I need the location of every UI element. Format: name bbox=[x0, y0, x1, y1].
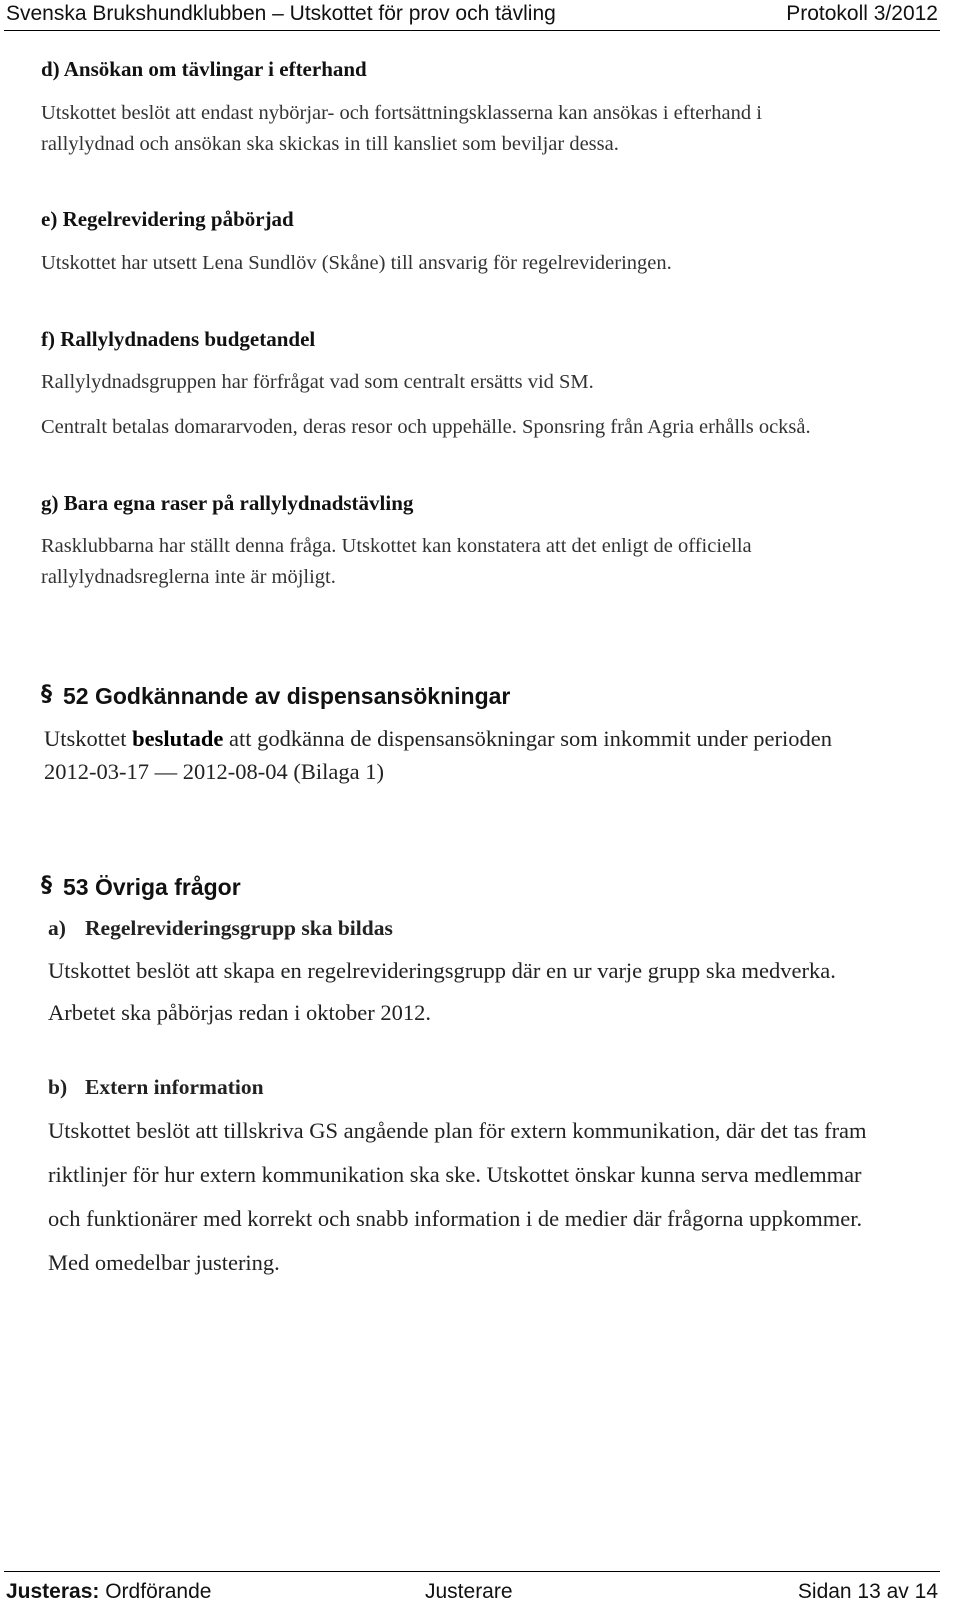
item-b-label: b) bbox=[48, 1075, 68, 1099]
item-d-heading: d) Ansökan om tävlingar i efterhand bbox=[41, 57, 367, 81]
item-d-line-2: rallylydnad och ansökan ska skickas in till kansliet som beviljar dessa. bbox=[41, 133, 619, 155]
footer-divider bbox=[4, 1571, 940, 1572]
item-f-line-2: Centralt betalas domararvoden, deras resor och uppehälle. Sponsring från Agria erhålls också. bbox=[41, 416, 811, 438]
item-b-line-3: och funktionärer med korrekt och snabb information i de medier där frågorna uppkommer. bbox=[48, 1206, 863, 1231]
item-g-line-1: Rasklubbarna har ställt denna fråga. Utskottet kan konstatera att det enligt de officiella bbox=[41, 535, 752, 557]
item-g-line-2: rallylydnadsreglerna inte är möjligt. bbox=[41, 566, 336, 588]
page-number: Sidan 13 av 14 bbox=[797, 1580, 938, 1603]
section-sign-52: § bbox=[41, 682, 52, 707]
item-d-line-1: Utskottet beslöt att endast nybörjar- och fortsättningsklasserna kan ansökas i efterhand i bbox=[41, 102, 762, 124]
document-header-title: Svenska Brukshundklubben – Utskottet för prov och tävling bbox=[6, 2, 556, 25]
item-f-line-1: Rallylydnadsgruppen har förfrågat vad som centralt ersätts vid SM. bbox=[41, 371, 594, 393]
section-52-title: 52 Godkännande av dispensansökningar bbox=[63, 683, 511, 709]
item-a-line-2: Arbetet ska påbörjas redan i oktober 2012. bbox=[48, 1000, 432, 1025]
item-a-line-1: Utskottet beslöt att skapa en regelrevideringsgrupp där en ur varje grupp ska medverka. bbox=[48, 958, 836, 983]
item-e-heading: e) Regelrevidering påbörjad bbox=[41, 207, 294, 231]
section-52-line-2: 2012-03-17 — 2012-08-04 (Bilaga 1) bbox=[44, 759, 384, 784]
protocol-number: Protokoll 3/2012 bbox=[786, 2, 938, 25]
item-g-heading: g) Bara egna raser på rallylydnadstävling bbox=[41, 491, 414, 515]
item-b-line-1: Utskottet beslöt att tillskriva GS angående plan för extern kommunikation, där det tas fram bbox=[48, 1118, 867, 1143]
item-b-line-2: riktlinjer för hur extern kommunikation ska ske. Utskottet önskar kunna serva medlemmar bbox=[48, 1162, 862, 1187]
item-e-line-1: Utskottet har utsett Lena Sundlöv (Skåne) till ansvarig för regelrevideringen. bbox=[41, 252, 672, 274]
item-b-heading: Extern information bbox=[85, 1075, 264, 1099]
footer-signature-chair: Justeras: Ordförande bbox=[6, 1580, 212, 1603]
footer-signature-adjuster: Justerare bbox=[425, 1580, 513, 1603]
header-divider bbox=[4, 30, 940, 31]
item-f-heading: f) Rallylydnadens budgetandel bbox=[41, 327, 316, 351]
section-52-line-1: Utskottet beslutade att godkänna de dispensansökningar som inkommit under perioden bbox=[44, 726, 833, 751]
item-a-label: a) bbox=[48, 916, 66, 940]
section-sign-53: § bbox=[41, 873, 52, 898]
item-b-line-4: Med omedelbar justering. bbox=[48, 1250, 280, 1275]
item-a-heading: Regelrevideringsgrupp ska bildas bbox=[85, 916, 393, 940]
decision-word: beslutade bbox=[132, 726, 224, 751]
section-53-title: 53 Övriga frågor bbox=[63, 874, 241, 900]
